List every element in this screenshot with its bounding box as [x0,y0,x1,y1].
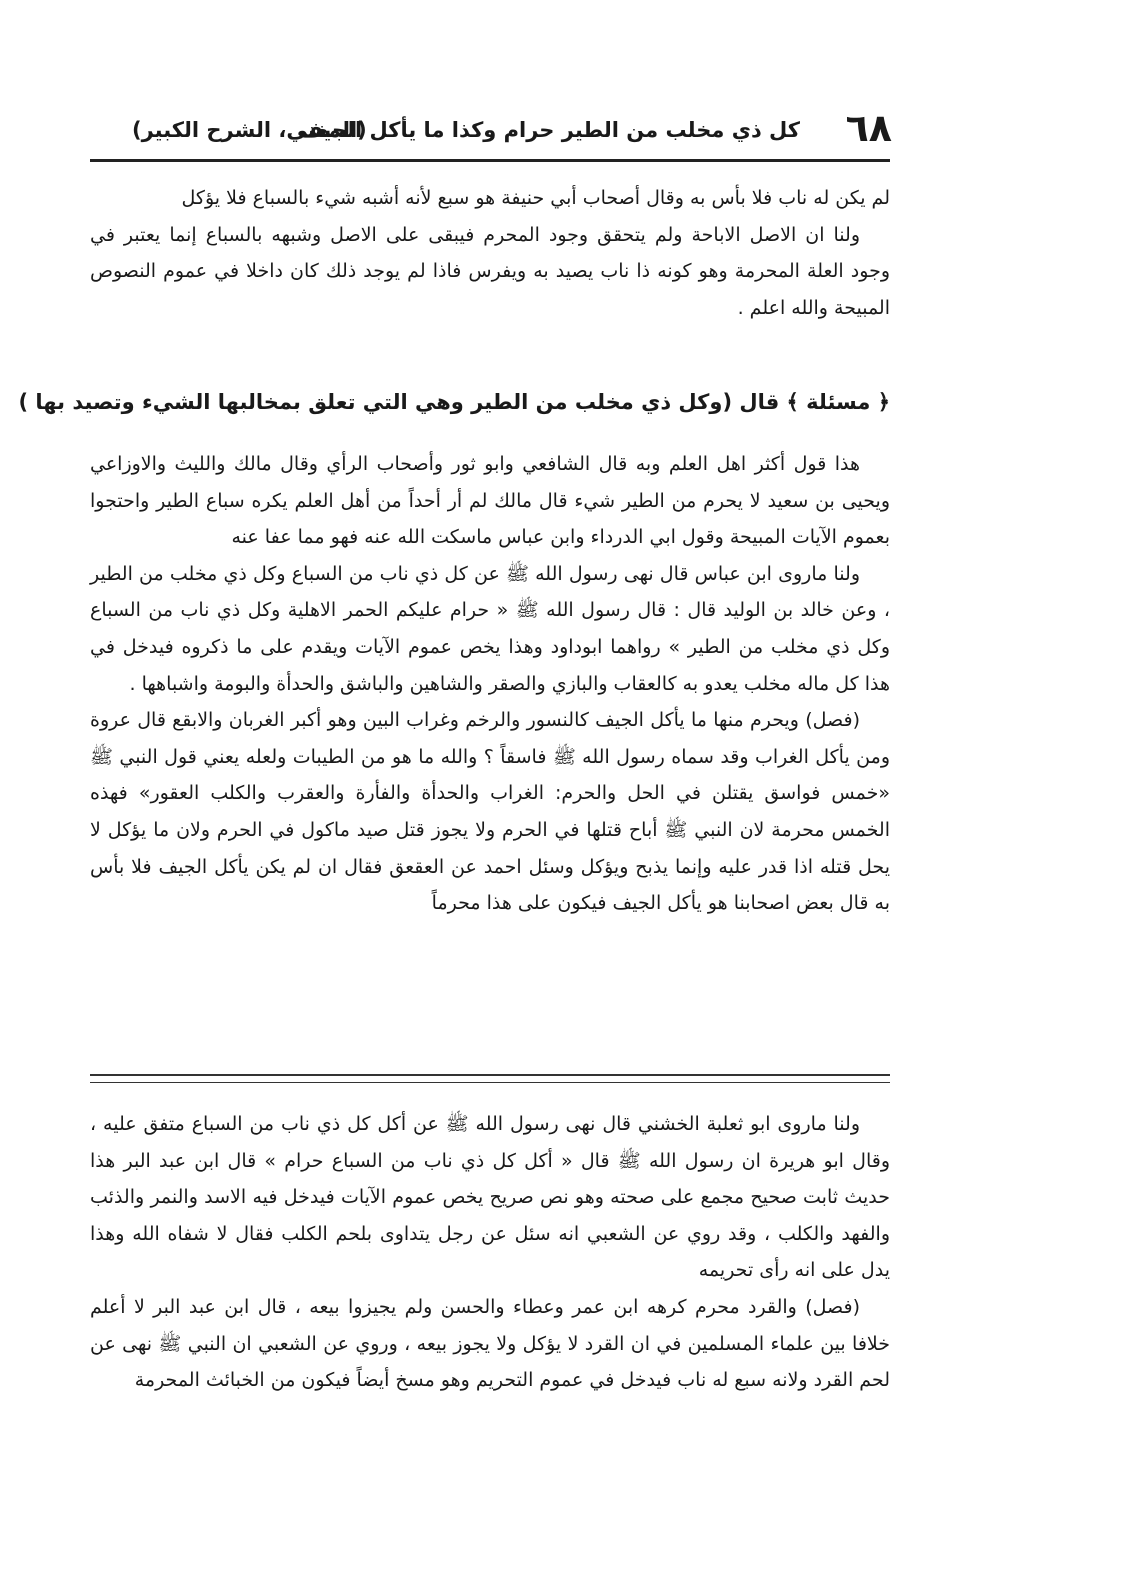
paragraph: ولنا ان الاصل الاباحة ولم يتحقق وجود المحرم فيبقى على الاصل وشبهه بالسباع إنما يعتبر في وجود العلة المحرمة وهو كونه ذا ناب يصيد به ويفرس فاذا لم يوجد ذلك كان داخلا في عموم النصوص المبيحة والله اعلم . [90,223,890,319]
lower-text [90,1106,890,1399]
book-title: (المغني، الشرح الكبير) [132,118,367,142]
section-divider [90,1074,890,1076]
paragraph: لم يكن له ناب فلا بأس به وقال أصحاب أبي حنيفة هو سبع لأنه أشبه شيء بالسباع فلا يؤكل [181,187,890,209]
page-number: ٦٨ [845,106,892,150]
running-header [92,108,892,156]
running-title: كل ذي مخلب من الطير حرام وكذا ما يأكل الجيف [298,118,800,142]
paragraph: هذا قول أكثر اهل العلم وبه قال الشافعي وابو ثور وأصحاب الرأي وقال مالك والليث والاوزاعي ويحيى بن سعيد لا يحرم من الطير شيء قال مالك لم أر أحداً من أهل العلم يكره سباع الطير واحتجوا بعموم الآيات المبيحة وقول ابي الدرداء وابن عباس ماسكت الله عنه فهو مما عفا عنه [90,453,890,549]
intro-text [90,180,890,326]
issue-heading: ﴿ مسئلة ﴾ قال (وكل ذي مخلب من الطير وهي التي تعلق بمخالبها الشيء وتصيد بها ) [18,390,890,414]
paragraph: (فصل) ويحرم منها ما يأكل الجيف كالنسور والرخم وغراب البين وهو أكبر الغربان والابقع قال عروة ومن يأكل الغراب وقد سماه رسول الله ﷺ فاسقاً ؟ والله ما هو من الطيبات ولعله يعني قول النبي ﷺ «خمس فواسق يقتلن في الحل والحرم: الغراب والحدأة والفأرة والعقرب والكلب العقور» فهذه الخمس محرمة لان النبي ﷺ أباح قتلها في الحرم ولا يجوز قتل صيد ماكول في الحرم ولان ما يؤكل لا يحل قتله اذا قدر عليه وإنما يذبح ويؤكل وسئل احمد عن العقعق فقال ان لم يكن يأكل الجيف فلا بأس به قال بعض اصحابنا هو يأكل الجيف فيكون على هذا محرماً [90,709,890,915]
main-text [90,446,890,922]
paragraph: ولنا ماروى ابن عباس قال نهى رسول الله ﷺ عن كل ذي ناب من السباع وكل ذي مخلب من الطير ، وعن خالد بن الوليد قال : قال رسول الله ﷺ « حرام عليكم الحمر الاهلية وكل ذي ناب من السباع وكل ذي مخلب من الطير » رواهما ابوداود وهذا يخص عموم الآيات ويقدم على ما ذكروه فيدخل في هذا كل ماله مخلب يعدو به كالعقاب والبازي والصقر والشاهين والباشق والحدأة والبومة واشباهها . [90,562,890,695]
paragraph: ولنا ماروى ابو ثعلبة الخشني قال نهى رسول الله ﷺ عن أكل كل ذي ناب من السباع متفق عليه ، وقال ابو هريرة ان رسول الله ﷺ قال « أكل كل ذي ناب من السباع حرام » قال ابن عبد البر هذا حديث ثابت صحيح مجمع على صحته وهو نص صريح يخص عموم الآيات فيدخل فيه الاسد والنمر والذئب والفهد والكلب ، وقد روي عن الشعبي انه سئل عن رجل يتداوى بلحم الكلب فقال لا شفاه الله وهذا يدل على انه رأى تحريمه [90,1113,890,1282]
paragraph: (فصل) والقرد محرم كرهه ابن عمر وعطاء والحسن ولم يجيزوا بيعه ، قال ابن عبد البر لا أعلم خلافا بين علماء المسلمين في ان القرد لا يؤكل ولا يجوز بيعه ، وروي عن الشعبي ان النبي ﷺ نهى عن لحم القرد ولانه سبع له ناب فيدخل في عموم التحريم وهو مسخ أيضاً فيكون من الخبائث المحرمة [90,1295,890,1392]
header-rule [90,159,890,162]
section-divider [90,1082,890,1083]
